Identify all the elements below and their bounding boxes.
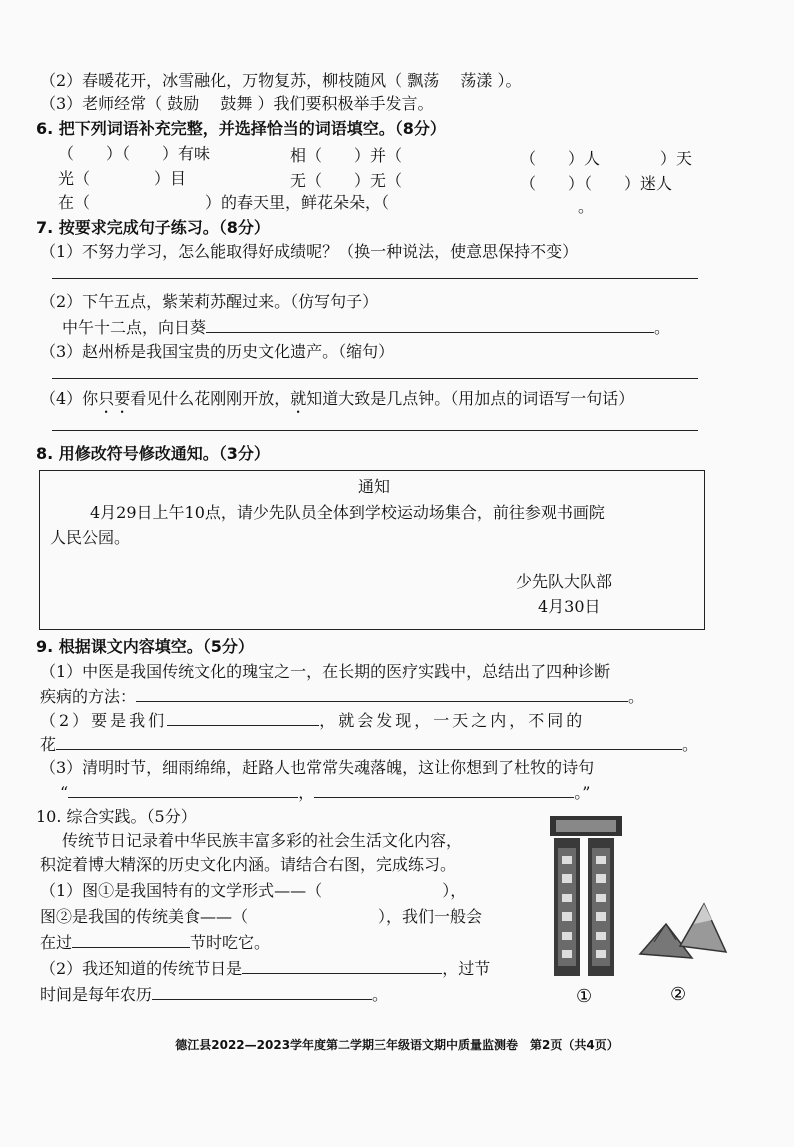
q7-4-answer-line[interactable] — [52, 430, 698, 431]
q10-title: 10. 综合实践。（5分） — [36, 807, 197, 826]
q6-row3-b: ）的春天里，鲜花朵朵，（ — [205, 193, 390, 212]
q10-item-1-b: 图②是我国的传统美食——（ ），我们一般会 — [40, 907, 483, 926]
festival-figure — [544, 812, 730, 1012]
notice-body-1[interactable]: 4月29日上午10点，请少先队员全体到学校运动场集合，前往参观书画院 — [90, 503, 605, 522]
q6-row2-b: 无（ ）无（ — [290, 171, 403, 190]
q9-item-2-cont: 花 。 — [40, 735, 699, 754]
q10-2-blank-1[interactable] — [242, 957, 442, 974]
q10-item-1: （1）图①是我国特有的文学形式——（ ）， — [40, 881, 467, 900]
q7-item-4: （4）你只要看见什么花刚刚开放，就知道大致是几点钟。（用加点的词语写一句话） — [40, 389, 635, 408]
q6-row3-a: 在（ — [58, 193, 91, 212]
q6-row2-c: （ ）（ ）迷人 — [520, 174, 673, 193]
q10-para-1: 传统节日记录着中华民族丰富多彩的社会生活文化内容， — [62, 831, 463, 850]
q6-row1-a: （ ）（ ）有味 — [58, 144, 211, 163]
figure-label-2: ② — [670, 984, 687, 1005]
page-footer: 德江县2022—2023学年度第二学期三年级语文期中质量监测卷 第2页（共4页） — [175, 1038, 619, 1052]
q6-row2-a: 光（ ）目 — [58, 169, 187, 188]
q9-item-2: （2）要是我们 ，就会发现，一天之内，不同的 — [40, 711, 586, 730]
q7-2-blank[interactable] — [206, 316, 654, 333]
q6-row3-c: 。 — [578, 197, 595, 216]
q7-item-1: （1）不努力学习，怎么能取得好成绩呢？（换一种说法，使意思保持不变） — [40, 242, 579, 261]
figure-label-1: ① — [576, 986, 593, 1007]
q7-1-answer-line[interactable] — [52, 278, 698, 279]
q9-title: 9. 根据课文内容填空。（5分） — [36, 637, 254, 656]
q6-row1-b: 相（ ）并（ — [290, 146, 435, 165]
q9-item-1: （1）中医是我国传统文化的瑰宝之一，在长期的医疗实践中，总结出了四种诊断 — [40, 662, 611, 681]
q7-item-2-prompt: 中午十二点，向日葵 。 — [62, 318, 671, 337]
couplet-image — [550, 816, 622, 976]
q8-title: 8. 用修改符号修改通知。（3分） — [36, 444, 270, 463]
q9-item-3: （3）清明时节，细雨绵绵，赶路人也常常失魂落魄，这让你想到了杜牧的诗句 — [40, 758, 595, 777]
q5-line-2: （2）春暖花开，冰雪融化，万物复苏，柳枝随风（ 飘荡 荡漾 ）。 — [40, 71, 522, 90]
notice-title: 通知 — [358, 477, 391, 496]
notice-date[interactable]: 4月30日 — [538, 597, 601, 616]
q9-item-3-cont: “ ， 。” — [60, 783, 591, 802]
zongzi-image — [640, 904, 726, 958]
dotted-word-2: 就 — [290, 389, 307, 408]
q7-item-3: （3）赵州桥是我国宝贵的历史文化遗产。（缩句） — [40, 342, 395, 361]
q6-row1-c: （ ）人 — [520, 149, 601, 168]
q6-title: 6. 把下列词语补充完整，并选择恰当的词语填空。（8分） — [36, 119, 446, 138]
q10-para-2: 积淀着博大精深的历史文化内涵。请结合右图，完成练习。 — [40, 855, 457, 874]
q7-3-answer-line[interactable] — [52, 378, 698, 379]
q10-item-1-c: 在过 节时吃它。 — [40, 933, 271, 952]
notice-body-2[interactable]: 人民公园。 — [50, 528, 131, 547]
q9-item-1-cont: 疾病的方法： 。 — [40, 687, 645, 706]
q10-1-blank[interactable] — [72, 931, 190, 948]
q9-3-blank-2[interactable] — [314, 781, 574, 798]
q9-2-blank-2[interactable] — [56, 733, 682, 750]
q9-1-blank[interactable] — [136, 685, 628, 702]
dotted-word-1: 只要 — [98, 389, 131, 408]
q9-3-blank-1[interactable] — [68, 781, 298, 798]
q10-item-2-b: 时间是每年农历 。 — [40, 985, 389, 1004]
q6-row1-d: ）天 — [660, 149, 693, 168]
q10-item-2: （2）我还知道的传统节日是 ，过节 — [40, 959, 491, 978]
q7-item-2: （2）下午五点，紫茉莉苏醒过来。（仿写句子） — [40, 292, 379, 311]
q7-title: 7. 按要求完成句子练习。（8分） — [36, 218, 270, 237]
notice-signature: 少先队大队部 — [516, 572, 613, 591]
q9-2-blank-1[interactable] — [167, 709, 319, 726]
q5-line-3: （3）老师经常（ 鼓励 鼓舞 ）我们要积极举手发言。 — [40, 94, 434, 113]
q10-2-blank-2[interactable] — [152, 983, 372, 1000]
notice-box — [39, 470, 705, 630]
